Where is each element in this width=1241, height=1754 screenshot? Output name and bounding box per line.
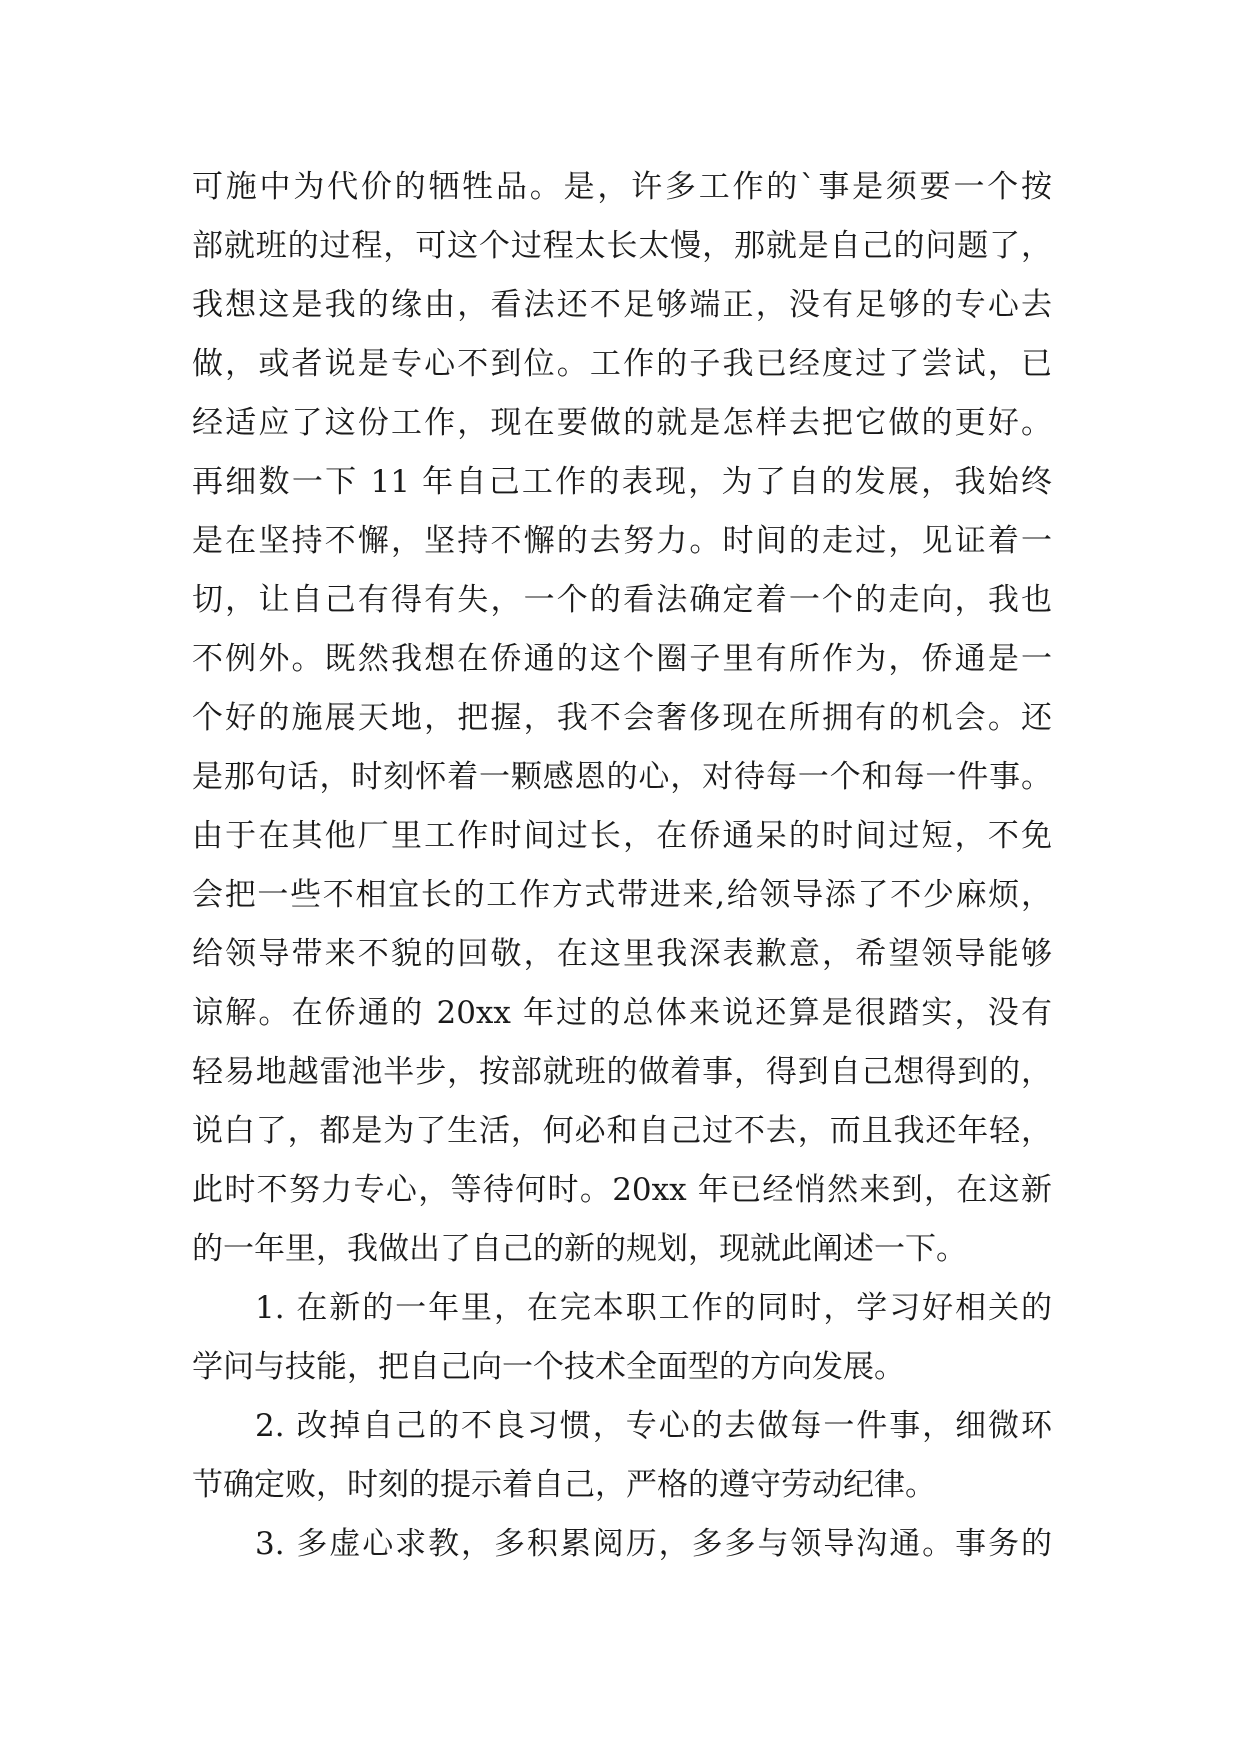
- paragraph-line: 此时不努力专心，等待何时。20xx 年已经悄然来到，在这新: [192, 1172, 1052, 1208]
- list-item-line: 2. 改掉自己的不良习惯，专心的去做每一件事，细微环: [255, 1408, 1052, 1444]
- paragraph-line: 学问与技能，把自己向一个技术全面型的方向发展。: [192, 1349, 905, 1385]
- paragraph-line: 经适应了这份工作，现在要做的就是怎样去把它做的更好。: [192, 405, 1052, 441]
- list-item-line: 3. 多虚心求教，多积累阅历，多多与领导沟通。事务的: [255, 1526, 1052, 1562]
- paragraph-line: 是在坚持不懈，坚持不懈的去努力。时间的走过，见证着一: [192, 523, 1052, 559]
- paragraph-line: 部就班的过程，可这个过程太长太慢，那就是自己的问题了，: [192, 228, 1052, 264]
- paragraph-line: 会把一些不相宜长的工作方式带进来,给领导添了不少麻烦，: [192, 877, 1052, 913]
- list-item-line: 1. 在新的一年里，在完本职工作的同时，学习好相关的: [255, 1290, 1052, 1326]
- paragraph-line: 谅解。在侨通的 20xx 年过的总体来说还算是很踏实，没有: [192, 995, 1052, 1031]
- paragraph-line: 个好的施展天地，把握，我不会奢侈现在所拥有的机会。还: [192, 700, 1052, 736]
- paragraph-line: 给领导带来不貌的回敬，在这里我深表歉意，希望领导能够: [192, 936, 1052, 972]
- paragraph-line: 是那句话，时刻怀着一颗感恩的心，对待每一个和每一件事。: [192, 759, 1052, 795]
- paragraph-line: 由于在其他厂里工作时间过长，在侨通呆的时间过短，不免: [192, 818, 1052, 854]
- paragraph-line: 可施中为代价的牺牲品。是，许多工作的`事是须要一个按: [192, 169, 1052, 205]
- paragraph-line: 的一年里，我做出了自己的新的规划，现就此阐述一下。: [192, 1231, 967, 1267]
- paragraph-line: 不例外。既然我想在侨通的这个圈子里有所作为，侨通是一: [192, 641, 1052, 677]
- paragraph-line: 做，或者说是专心不到位。工作的子我已经度过了尝试，已: [192, 346, 1052, 382]
- paragraph-line: 我想这是我的缘由，看法还不足够端正，没有足够的专心去: [192, 287, 1052, 323]
- body-text: [192, 158, 1052, 1574]
- paragraph-line: 轻易地越雷池半步，按部就班的做着事，得到自己想得到的，: [192, 1054, 1052, 1090]
- paragraph-line: 节确定败，时刻的提示着自己，严格的遵守劳动纪律。: [192, 1467, 936, 1503]
- paragraph-line: 再细数一下 11 年自己工作的表现，为了自的发展，我始终: [192, 464, 1052, 500]
- paragraph-line: 切，让自己有得有失，一个的看法确定着一个的走向，我也: [192, 582, 1052, 618]
- paragraph-line: 说白了，都是为了生活，何必和自己过不去，而且我还年轻，: [192, 1113, 1052, 1149]
